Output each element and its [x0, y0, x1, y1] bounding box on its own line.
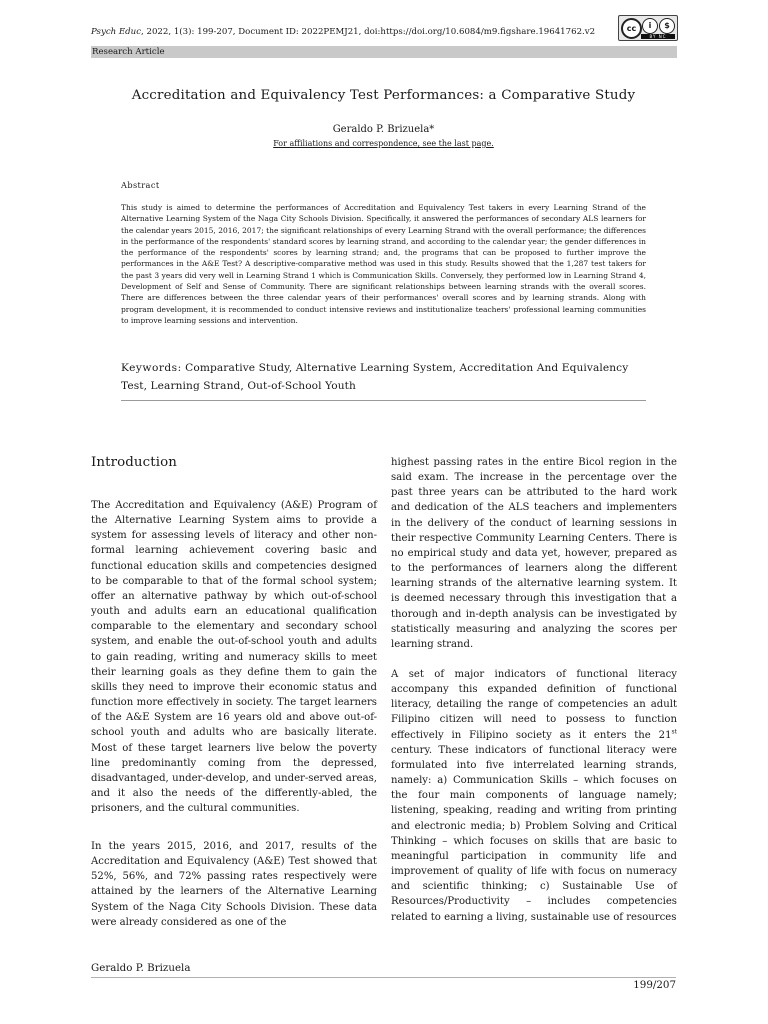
intro-paragraph-2: In the years 2015, 2016, and 2017, results of the Accreditation and Equivalency (A&E) Test showed that 52%, 56%, and 72% passing rates respectively were attained by the learners of the Alternative Learning System of the Naga City Schools Division. These data were already considered as one of the: [91, 841, 377, 928]
nc-icon: $: [659, 18, 675, 34]
abstract-text: This study is aimed to determine the performances of Accreditation and Equivalency Test takers in every Learning Strand of the Alternative Learning System of the Naga City Schools Division. Specifically, it answered the performances of secondary ALS learners for the calendar years 2015, 2016, 2017; the significant relationships of every Learning Strand with the overall performance; the differences in the performance of the respondents' standard scores by learning strand, and according to the calendar year; the gender differences in the performance of the respondents' scores by learning strand; and, the programs that can be proposed to further improve the performances in the A&E Test? A descriptive-comparative method was used in this study. Results showed that the 1,287 test takers for the past 3 years did very well in Learning Strand 1 which is Communication Skills. Conversely, they performed low in Learning Strand 4, Development of Self and Sense of Community. There are significant relationships between learning strands with the overall scores. There are differences between the three calendar years of their performances' overall scores and by learning strands. Along with program development, it is recommended to conduct intensive reviews and institutionalize teachers' professional learning communities to improve learning sessions and intervention.: [121, 203, 646, 325]
abstract-heading: Abstract: [121, 180, 160, 190]
divider: [121, 400, 646, 401]
affiliation-note: [91, 139, 676, 148]
article-title: Accreditation and Equivalency Test Performances: a Comparative Study: [131, 88, 636, 103]
affiliation-link[interactable]: For affiliations and correspondence, see the last page.: [273, 139, 494, 148]
citation-details: , 2022, 1(3): 199-207, Document ID: 2022PEMJ21, doi:https://doi.org/10.6084/m9.figshare.19641762.v2: [141, 27, 596, 37]
citation-line: [91, 27, 651, 37]
author-name: Geraldo P. Brizuela*: [332, 124, 435, 135]
ordinal-suffix: st: [671, 728, 677, 736]
intro-paragraph-3: highest passing rates in the entire Bicol region in the said exam. The increase in the percentage over the past three years can be attributed to the hard work and dedication of the ALS teachers and implementers in the delivery of the conduct of learning sessions in their respective Community Learning Centers. There is no empirical study and data yet, however, prepared as to the performances of learners along the different learning strands of the alternative learning system. It is deemed necessary through this investigation that a thorough and in-depth analysis can be investigated by statistically measuring and analyzing the scores per learning strand.: [391, 457, 677, 650]
intro-paragraph-4: A set of major indicators of functional literacy accompany this expanded definition of functional literacy, detailing the range of competencies an adult Filipino citizen will need to possess to function effectively in Filipino society as it enters the 21st century. These indicators of functional literacy were formulated into five interrelated learning strands, namely: a) Communication Skills – which focuses on the four main components of language namely; listening, speaking, reading and writing from printing and electronic media; b) Problem Solving and Critical Thinking – which focuses on skills that are basic to meaningful participation in community life and improvement of quality of life with focus on numeracy and scientific thinking; c) Sustainable Use of Resources/Productivity – includes competencies related to earning a living, sustainable use of resources: [391, 669, 677, 923]
page-number: 199/207: [633, 979, 676, 991]
journal-name: Psych Educ: [91, 27, 142, 37]
keywords-text: Comparative Study, Alternative Learning System, Accreditation And Equivalency Test, Learning Strand, Out-of-School Youth: [121, 362, 629, 392]
cc-circle: cc: [621, 18, 642, 39]
license-strip: BY NC: [641, 34, 675, 39]
keywords: [121, 360, 646, 395]
cc-by-nc-icon[interactable]: [618, 15, 678, 41]
introduction-heading: Introduction: [91, 455, 178, 470]
section-label: Research Article: [91, 46, 677, 58]
by-icon: i: [642, 18, 658, 34]
keywords-label: Keywords:: [121, 362, 182, 374]
footer-author: Geraldo P. Brizuela: [91, 962, 191, 974]
footer-divider: [91, 977, 676, 978]
intro-paragraph-1: The Accreditation and Equivalency (A&E) Program of the Alternative Learning System aims to provide a system for assessing levels of literacy and other non-formal learning achievement covering basic and functional education skills and competencies designed to be comparable to that of the formal school system; offer an alternative pathway by which out-of-school youth and adults earn an educational qualification comparable to the elementary and secondary school system, and enable the out-of-school youth and adults to gain reading, writing and numeracy skills to meet their learning goals as they define them to gain the skills they need to improve their economic status and function more effectively in society. The target learners of the A&E System are 16 years old and above out-of-school youth and adults who are basically literate. Most of these target learners live below the poverty line predominantly coming from the depressed, disadvantaged, under-develop, and under-served areas, and it also the needs of the differently-abled, the prisoners, and the cultural communities.: [91, 500, 377, 815]
